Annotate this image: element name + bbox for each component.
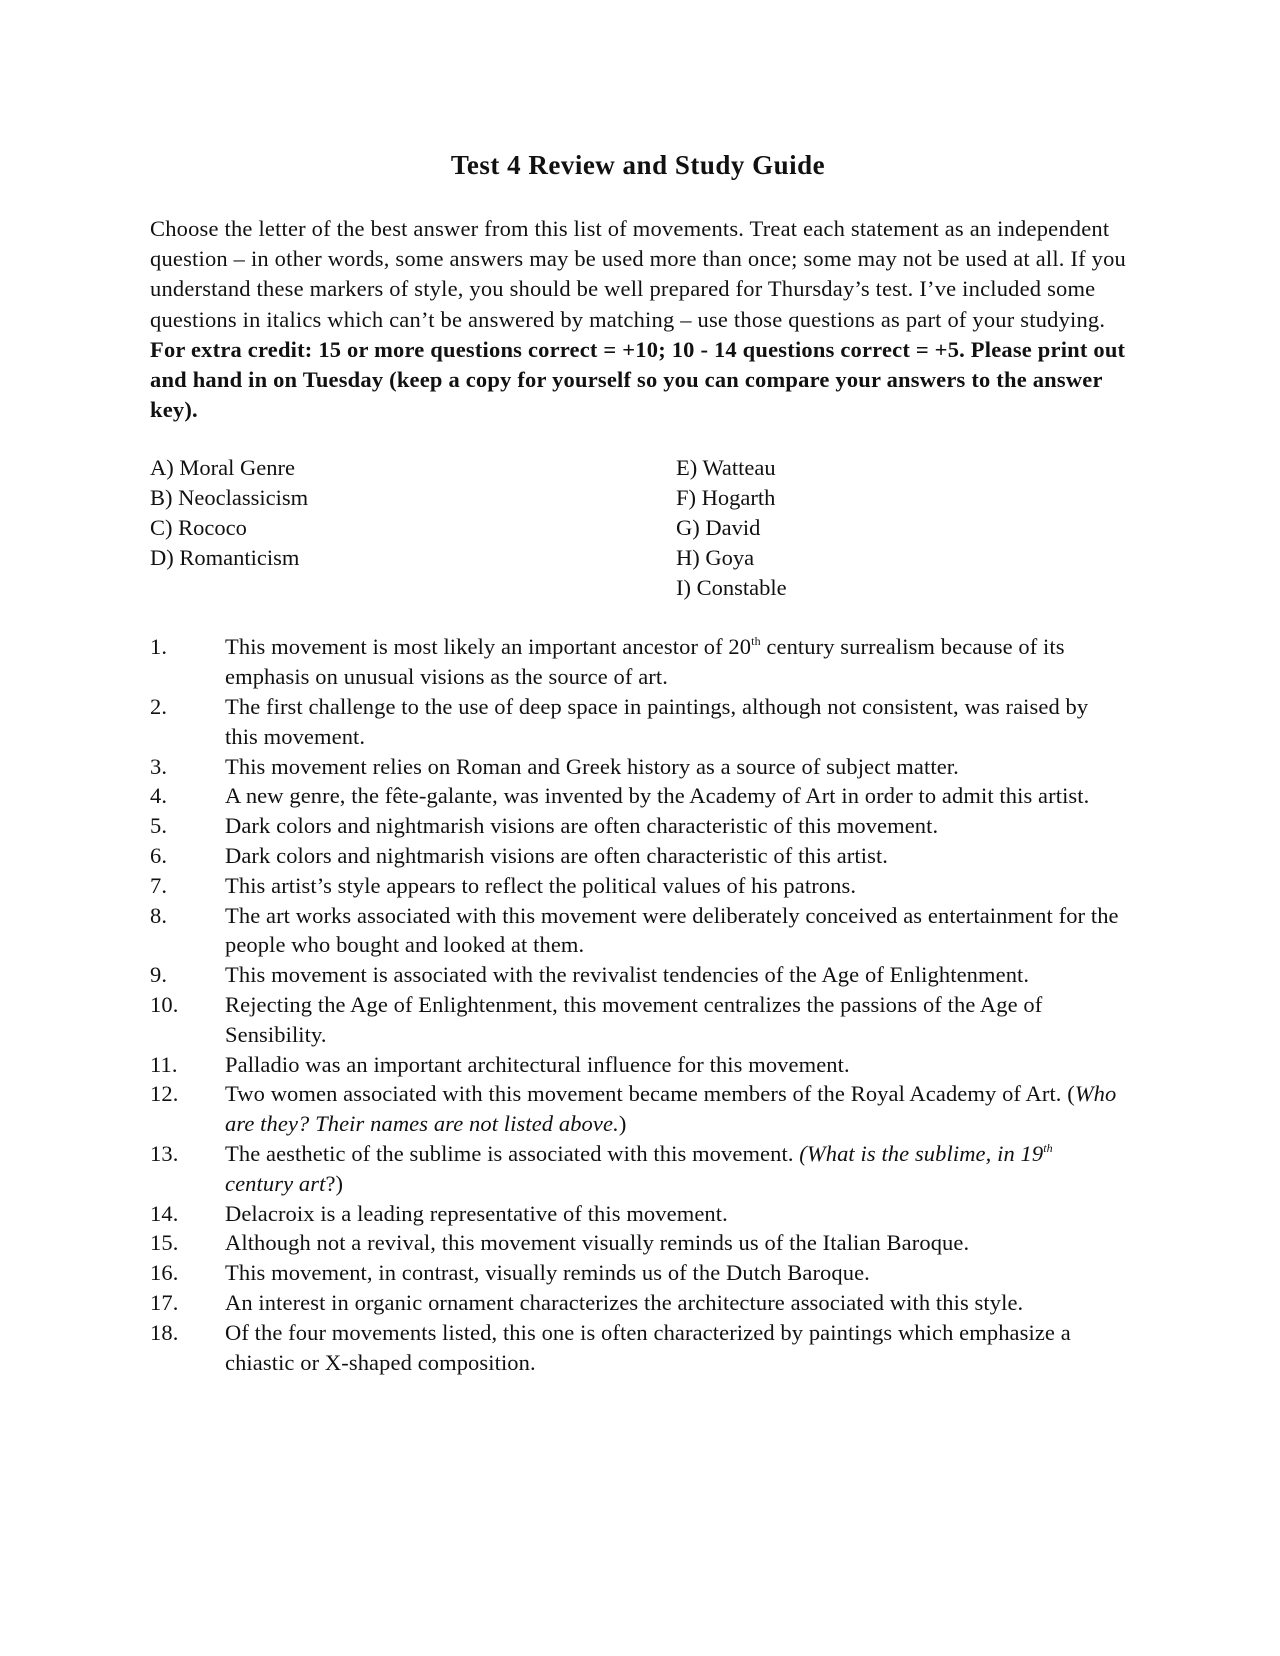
- question-text-part: The aesthetic of the sublime is associated with this movement.: [225, 1140, 800, 1166]
- question-item: [150, 990, 1126, 1050]
- question-text-part: This movement is most likely an important ancestor of 20: [225, 634, 752, 660]
- question-number: 17.: [150, 1289, 179, 1315]
- question-number: 1.: [150, 634, 168, 660]
- question-item: [150, 692, 1126, 752]
- question-item: [150, 1199, 1126, 1229]
- question-text: Palladio was an important architectural influence for this movement.: [225, 1051, 850, 1077]
- page-title: Test 4 Review and Study Guide: [450, 150, 826, 180]
- question-number: 14.: [150, 1200, 179, 1226]
- question-item: [150, 1050, 1126, 1080]
- ordinal-suffix: th: [751, 634, 761, 649]
- question-item: [150, 781, 1126, 811]
- question-text-part: century surrealism because of its emphasis on unusual visions as the source of art.: [225, 634, 1065, 690]
- question-item: [150, 1228, 1126, 1258]
- question-text: This movement, in contrast, visually reminds us of the Dutch Baroque.: [225, 1260, 870, 1286]
- question-item: [150, 1318, 1126, 1378]
- question-number: 3.: [150, 753, 168, 779]
- question-text: [225, 1079, 1126, 1139]
- question-text: Rejecting the Age of Enlightenment, this movement centralizes the passions of the Age of Sensibility.: [225, 991, 1043, 1047]
- question-text: Of the four movements listed, this one is often characterized by paintings which emphasize a chiastic or X-shaped composition.: [225, 1319, 1071, 1375]
- instructions-text: Choose the letter of the best answer from this list of movements. Treat each statement as an independent question – in other words, some answers may be used more than once; some may not be used at all. If you understand these markers of style, you should be well prepared for Thursday’s test. I’ve included some questions in italics which can’t be answered by matching – use those questions as part of your studying.: [150, 216, 1127, 332]
- option-i: I) Constable: [676, 574, 787, 600]
- question-text-part: Two women associated with this movement became members of the Royal Academy of Art. (: [225, 1081, 1075, 1107]
- study-guide-page: [150, 148, 1126, 1377]
- question-number: 18.: [150, 1319, 179, 1345]
- option-e: E) Watteau: [676, 455, 776, 481]
- answer-options: [150, 453, 1126, 602]
- option-c: C) Rococo: [150, 515, 247, 541]
- extra-credit-text: For extra credit: 15 or more questions correct = +10; 10 - 14 questions correct = +5. Please print out and hand in on Tuesday (keep a copy for yourself so you can compare your answers to the answer key).: [150, 336, 1126, 423]
- question-number: 16.: [150, 1260, 179, 1286]
- question-number: 12.: [150, 1081, 179, 1107]
- italic-question: Who are they? Their names are not listed above.: [225, 1081, 1117, 1137]
- question-item: [150, 1258, 1126, 1288]
- question-item: [150, 841, 1126, 871]
- question-text: This movement is associated with the revivalist tendencies of the Age of Enlightenment.: [225, 962, 1030, 988]
- question-number: 8.: [150, 902, 168, 928]
- option-d: D) Romanticism: [150, 544, 300, 570]
- question-text: The first challenge to the use of deep space in paintings, although not consistent, was raised by this movement.: [225, 694, 1089, 749]
- question-item: [150, 1079, 1126, 1139]
- question-list: [150, 632, 1126, 1377]
- question-number: 11.: [150, 1051, 178, 1077]
- question-text: A new genre, the fête-galante, was invented by the Academy of Art in order to admit this artist.: [225, 783, 1090, 809]
- question-text: An interest in organic ornament characterizes the architecture associated with this style.: [225, 1289, 1024, 1315]
- option-a: A) Moral Genre: [150, 455, 295, 481]
- question-number: 6.: [150, 842, 168, 868]
- question-number: 9.: [150, 962, 168, 988]
- question-number: 4.: [150, 783, 168, 809]
- question-text: Although not a revival, this movement visually reminds us of the Italian Baroque.: [225, 1230, 970, 1256]
- question-item: [150, 811, 1126, 841]
- question-item: [150, 1139, 1126, 1199]
- question-text: Dark colors and nightmarish visions are often characteristic of this artist.: [225, 842, 889, 868]
- question-item: [150, 901, 1126, 961]
- question-number: 10.: [150, 991, 179, 1017]
- artist-options: [676, 453, 1126, 602]
- question-text-part: ): [618, 1111, 627, 1137]
- italic-question-part: century art: [225, 1170, 326, 1196]
- question-number: 15.: [150, 1230, 179, 1256]
- question-number: 2.: [150, 694, 168, 719]
- question-text-part: ?): [325, 1170, 344, 1196]
- option-b: B) Neoclassicism: [150, 485, 309, 511]
- option-h: H) Goya: [676, 544, 755, 570]
- question-number: 13.: [150, 1140, 179, 1166]
- ordinal-suffix: th: [1043, 1140, 1053, 1155]
- question-item: [150, 960, 1126, 990]
- question-text: Dark colors and nightmarish visions are often characteristic of this movement.: [225, 813, 939, 839]
- question-item: [150, 752, 1126, 782]
- question-text: Delacroix is a leading representative of this movement.: [225, 1200, 728, 1226]
- option-g: G) David: [676, 515, 761, 541]
- question-item: [150, 1288, 1126, 1318]
- question-text: [225, 1139, 1126, 1199]
- question-item: [150, 632, 1126, 692]
- question-text: The art works associated with this movement were deliberately conceived as entertainment for the people who bought and looked at them.: [225, 902, 1119, 958]
- instructions-paragraph: [150, 214, 1126, 425]
- italic-question-part: (What is the sublime, in 19: [799, 1140, 1044, 1166]
- question-text: This artist’s style appears to reflect the political values of his patrons.: [225, 872, 857, 898]
- question-number: 7.: [150, 872, 168, 898]
- movement-options: [150, 453, 676, 602]
- question-item: [150, 871, 1126, 901]
- question-number: 5.: [150, 813, 168, 839]
- question-text: This movement relies on Roman and Greek history as a source of subject matter.: [225, 753, 959, 779]
- question-text: [225, 632, 1126, 692]
- option-f: F) Hogarth: [676, 485, 776, 511]
